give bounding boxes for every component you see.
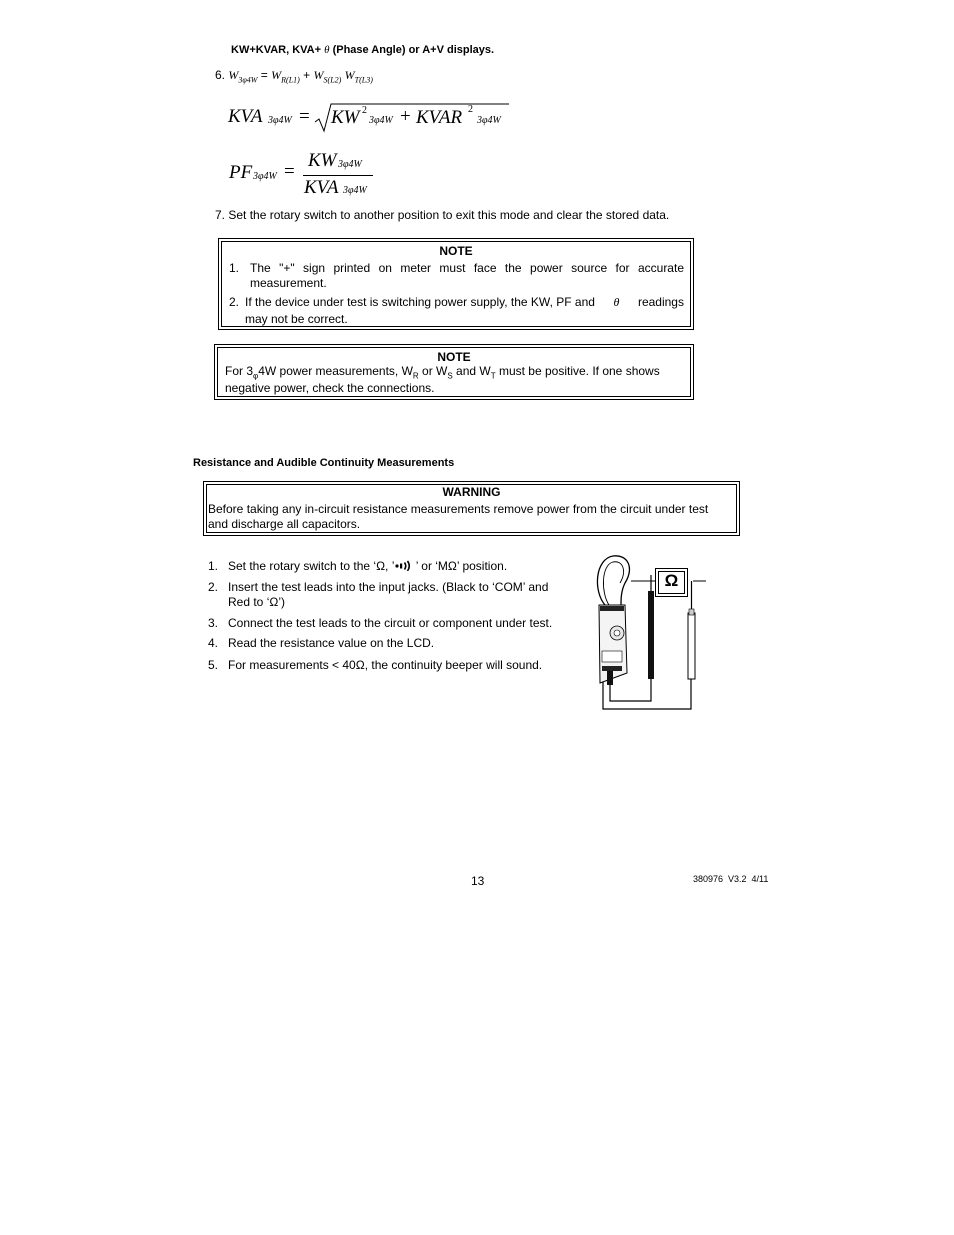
phi-symbol: φ [253, 371, 259, 381]
theta-symbol: θ [324, 44, 330, 56]
note1-box [218, 238, 694, 330]
kva-kvar: KVAR [416, 107, 463, 128]
header-prefix: KW+KVAR, KVA+ [231, 44, 322, 56]
pf-equals: = [284, 161, 295, 182]
step6-number: 6. [215, 68, 226, 82]
step2-line2: Red to ‘Ω’) [228, 595, 285, 609]
pf-lhs: PF [229, 162, 253, 183]
warning-box [203, 481, 740, 536]
kva-kvar-subscript: 3φ4W [477, 115, 501, 126]
w-subscript: 3φ4W [238, 75, 258, 85]
step3-text: Connect the test leads to the circuit or component under test. [228, 616, 553, 630]
doc-code: 380976 V3.2 4/11 [693, 874, 769, 884]
warning-line2: and discharge all capacitors. [208, 517, 361, 531]
note1-item2-text-b: readings [637, 295, 684, 309]
step-number: 2. [208, 580, 219, 594]
pf-numerator: KW [308, 150, 337, 171]
wt-symbol: W [344, 68, 355, 82]
ws-symbol: W [313, 68, 324, 82]
pf-denominator: KVA [304, 177, 339, 198]
step1-text-b: ’ or ‘MΩ’ position. [412, 559, 508, 573]
pf-numerator-subscript: 3φ4W [338, 159, 362, 170]
continuity-beeper-icon [394, 560, 412, 571]
note2-text-b: 4W power measurements, W [258, 364, 413, 378]
step6-line [215, 68, 373, 84]
fraction-bar [303, 175, 373, 176]
list-item [208, 658, 543, 673]
step2-line1: Insert the test leads into the input jacks. (Black to ‘COM’ and [228, 580, 549, 594]
kva-formula [228, 102, 528, 136]
step-number: 5. [208, 658, 219, 672]
step4-text: Read the resistance value on the LCD. [228, 636, 435, 650]
note1-item1-number: 1. [229, 261, 240, 275]
pf-lhs-subscript: 3φ4W [253, 171, 277, 182]
warning-title: WARNING [442, 485, 501, 499]
ws-subscript: S [447, 371, 453, 381]
note2-text-a: For 3 [225, 364, 254, 378]
note1-item2-line1 [245, 295, 684, 310]
list-item [208, 559, 508, 574]
note1-item2-number: 2. [229, 295, 240, 309]
kva-equals: = [299, 106, 310, 127]
kva-lhs: KVA [228, 106, 263, 127]
note1-item1-text: The "+" sign printed on meter must face the power source for accurate measurement. [250, 261, 684, 290]
wr-symbol: W [271, 68, 282, 82]
plus-sign: + [303, 68, 311, 82]
ws-subscript: S(L2) [323, 75, 342, 85]
note2-text-e: must be positive. If one shows [495, 364, 660, 378]
step-number: 3. [208, 616, 219, 630]
note2-box [214, 344, 694, 400]
note2-title: NOTE [437, 350, 471, 364]
page-number: 13 [471, 874, 485, 888]
section-title: Resistance and Audible Continuity Measurements [193, 457, 455, 469]
wt-subscript: T(L3) [354, 75, 373, 85]
wt-subscript: T [490, 371, 496, 381]
step1-text-a: Set the rotary switch to the ‘Ω, ’ [228, 559, 395, 573]
list-item [208, 580, 549, 609]
warning-line1: Before taking any in-circuit resistance measurements remove power from the circuit under test [208, 502, 709, 516]
kva-plus: + [400, 106, 411, 127]
step7-text: 7. Set the rotary switch to another position to exit this mode and clear the stored data. [215, 208, 670, 222]
kva-kw: KW [331, 107, 360, 128]
wr-subscript: R(L1) [281, 75, 300, 85]
note2-line2: negative power, check the connections. [225, 381, 435, 395]
note2-text-c: or W [418, 364, 448, 378]
omega-label: Ω [664, 571, 679, 590]
step-number: 4. [208, 636, 219, 650]
pf-formula [229, 150, 389, 200]
list-item [208, 636, 435, 651]
pf-denominator-subscript: 3φ4W [343, 185, 367, 196]
note1-item2-line2: may not be correct. [245, 312, 348, 326]
kva-lhs-subscript: 3φ4W [268, 115, 292, 126]
wr-subscript: R [412, 371, 419, 381]
kva-kw-subscript: 3φ4W [369, 115, 393, 126]
equals-sign: = [260, 68, 268, 82]
resistor-box-icon [655, 568, 688, 597]
kva-kvar-superscript: 2 [468, 104, 473, 115]
header-line [231, 44, 494, 56]
note1-item2-text-a: If the device under test is switching power supply, the KW, PF and [245, 295, 595, 309]
resistance-diagram [585, 553, 710, 713]
list-item [208, 616, 553, 631]
theta-symbol: θ [613, 295, 620, 309]
w-symbol: W [228, 68, 239, 82]
clamp-meter-icon [585, 553, 710, 713]
note2-text-d: and W [452, 364, 491, 378]
step-number: 1. [208, 559, 219, 573]
note1-title: NOTE [439, 244, 473, 258]
header-suffix: (Phase Angle) or A+V displays. [332, 44, 495, 56]
step5-text: For measurements < 40Ω, the continuity beeper will sound. [228, 658, 543, 672]
kva-kw-superscript: 2 [362, 105, 367, 116]
